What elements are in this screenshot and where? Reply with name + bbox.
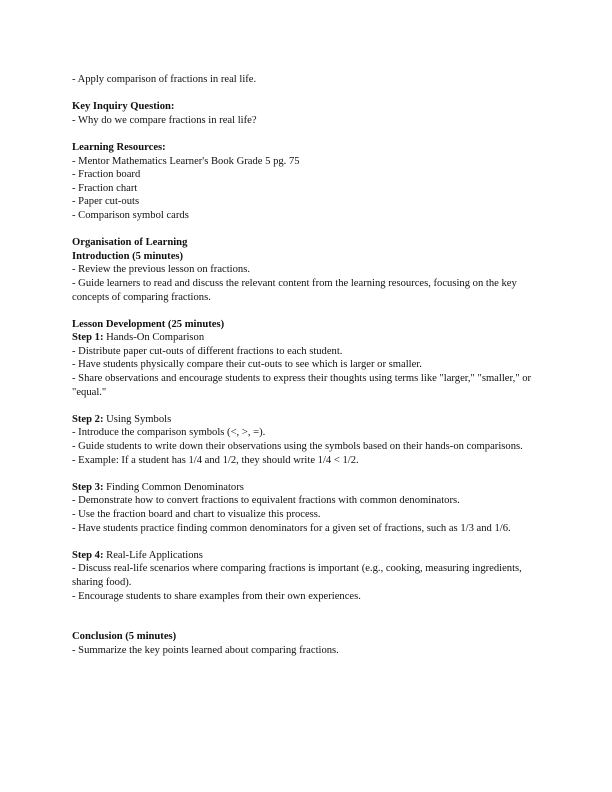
step-item: - Use the fraction board and chart to visualize this process. <box>72 509 321 520</box>
step-label: Step 3: <box>72 481 104 493</box>
key-inquiry-heading: Key Inquiry Question: <box>72 101 175 113</box>
step-4 <box>72 549 542 603</box>
lesson-development-section <box>72 318 542 603</box>
step-label: Step 4: <box>72 549 104 561</box>
lesson-development-heading: Lesson Development (25 minutes) <box>72 318 225 330</box>
step-item: - Example: If a student has 1/4 and 1/2, they should write 1/4 < 1/2. <box>72 454 359 466</box>
introduction-heading: Introduction (5 minutes) <box>72 250 184 262</box>
conclusion-item: - Summarize the key points learned about comparing fractions. <box>72 644 339 656</box>
conclusion-heading: Conclusion (5 minutes) <box>72 631 177 643</box>
step-item: - Have students physically compare their cut-outs to see which is larger or smaller. <box>72 359 422 371</box>
step-title: Hands-On Comparison <box>103 332 205 344</box>
step-1 <box>72 331 542 399</box>
resource-item: - Fraction chart <box>72 182 138 194</box>
learning-resources-heading: Learning Resources: <box>72 141 166 153</box>
resource-item: - Paper cut-outs <box>72 196 140 208</box>
resource-item: - Fraction board <box>72 169 141 181</box>
step-3 <box>72 481 542 535</box>
step-item: - Guide students to write down their observations using the symbols based on their hands-on comparisons. <box>72 441 523 453</box>
step-item: - Discuss real-life scenarios where comparing fractions is important (e.g., cooking, measuring ingredients, sharing food). <box>72 563 522 588</box>
step-item: - Demonstrate how to convert fractions to equivalent fractions with common denominators. <box>72 495 460 507</box>
key-inquiry-section <box>72 100 542 127</box>
step-item: - Share observations and encourage students to express their thoughts using terms like "larger," "smaller," or "equal." <box>72 373 532 398</box>
step-2 <box>72 413 542 467</box>
learning-resources-section <box>72 141 542 223</box>
introduction-item: - Review the previous lesson on fractions. <box>72 264 250 276</box>
step-title: Using Symbols <box>103 413 172 425</box>
lesson-plan-page <box>72 73 542 658</box>
organisation-heading: Organisation of Learning <box>72 237 188 249</box>
key-inquiry-item: - Why do we compare fractions in real life? <box>72 114 257 126</box>
step-title: Real-Life Applications <box>103 549 203 561</box>
objective-block <box>72 73 542 87</box>
resource-item: - Comparison symbol cards <box>72 209 189 221</box>
step-item: - Have students practice finding common denominators for a given set of fractions, such as 1/3 and 1/6. <box>72 522 511 534</box>
step-label: Step 1: <box>72 332 104 344</box>
conclusion-section <box>72 630 542 657</box>
resource-item: - Mentor Mathematics Learner's Book Grade 5 pg. 75 <box>72 155 300 167</box>
step-item: - Encourage students to share examples from their own experiences. <box>72 590 361 602</box>
step-title: Finding Common Denominators <box>103 481 244 493</box>
organisation-section <box>72 236 542 304</box>
step-item: - Introduce the comparison symbols (<, >, =). <box>72 427 266 439</box>
objective-line: - Apply comparison of fractions in real life. <box>72 74 257 85</box>
introduction-item: - Guide learners to read and discuss the relevant content from the learning resources, focusing on the key concepts of comparing fractions. <box>72 277 517 303</box>
step-item: - Distribute paper cut-outs of different fractions to each student. <box>72 345 343 357</box>
step-label: Step 2: <box>72 413 104 425</box>
